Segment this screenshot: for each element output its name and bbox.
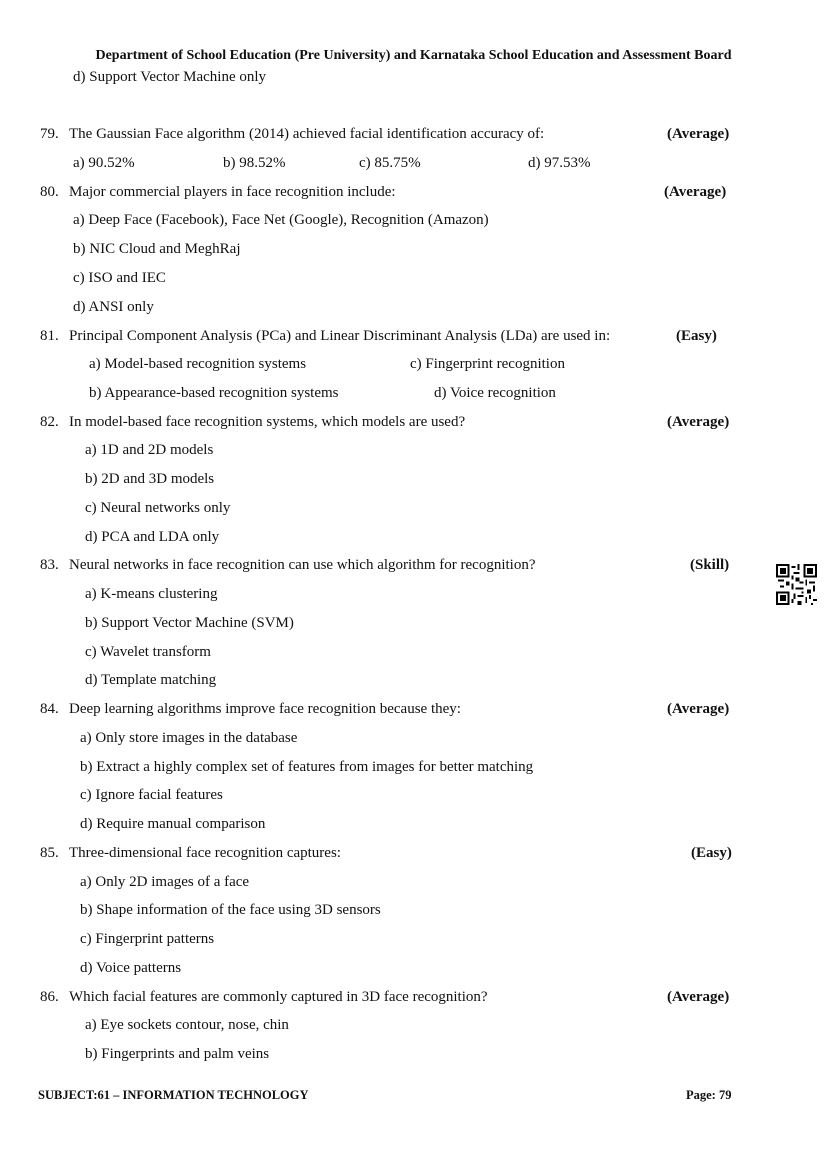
question-number: 83. — [40, 557, 59, 573]
question-number: 80. — [40, 184, 59, 200]
option: d) Require manual comparison — [80, 816, 266, 832]
option: b) Appearance-based recognition systems — [89, 385, 339, 401]
option: b) Shape information of the face using 3D sensors — [80, 902, 381, 918]
question-number: 81. — [40, 328, 59, 344]
option: b) Fingerprints and palm veins — [85, 1046, 270, 1062]
difficulty-label: (Average) — [667, 989, 730, 1005]
option: d) ANSI only — [73, 299, 154, 315]
option: c) Wavelet transform — [85, 644, 211, 660]
carryover-option: d) Support Vector Machine only — [73, 69, 267, 85]
option: d) Template matching — [85, 672, 217, 688]
option: b) 98.52% — [223, 155, 286, 171]
option: a) 90.52% — [73, 155, 135, 171]
page-header: Department of School Education (Pre University) and Karnataka School Education and Assessment Board — [95, 48, 732, 63]
option: b) Support Vector Machine (SVM) — [85, 615, 294, 631]
question-text: Which facial features are commonly captured in 3D face recognition? — [69, 989, 488, 1005]
footer-subject: SUBJECT:61 – INFORMATION TECHNOLOGY — [38, 1088, 309, 1102]
option: d) PCA and LDA only — [85, 529, 220, 545]
option: d) 97.53% — [528, 155, 591, 171]
question-text: Deep learning algorithms improve face recognition because they: — [69, 701, 461, 717]
difficulty-label: (Skill) — [690, 557, 730, 573]
option: a) Eye sockets contour, nose, chin — [85, 1017, 289, 1033]
difficulty-label: (Average) — [667, 701, 730, 717]
option: c) Fingerprint recognition — [410, 356, 565, 372]
option: c) Ignore facial features — [80, 787, 223, 803]
difficulty-label: (Easy) — [676, 328, 717, 344]
question-number: 84. — [40, 701, 59, 717]
question-text: Three-dimensional face recognition captures: — [69, 845, 341, 861]
option: a) Deep Face (Facebook), Face Net (Google), Recognition (Amazon) — [73, 212, 489, 228]
question-number: 82. — [40, 414, 59, 430]
option: a) K-means clustering — [85, 586, 218, 602]
option: a) Model-based recognition systems — [89, 356, 307, 372]
question-text: Major commercial players in face recognition include: — [69, 184, 396, 200]
option: b) NIC Cloud and MeghRaj — [73, 241, 241, 257]
difficulty-label: (Average) — [667, 126, 730, 142]
option: d) Voice recognition — [434, 385, 556, 401]
question-text: Principal Component Analysis (PCa) and Linear Discriminant Analysis (LDa) are used in: — [69, 328, 611, 344]
option: c) Neural networks only — [85, 500, 231, 516]
option: c) 85.75% — [359, 155, 421, 171]
option: a) Only store images in the database — [80, 730, 298, 746]
option: a) 1D and 2D models — [85, 442, 214, 458]
option: c) ISO and IEC — [73, 270, 166, 286]
question-number: 86. — [40, 989, 59, 1005]
question-text: Neural networks in face recognition can use which algorithm for recognition? — [69, 557, 536, 573]
option: b) 2D and 3D models — [85, 471, 215, 487]
option: d) Voice patterns — [80, 960, 182, 976]
page-number: Page: 79 — [686, 1088, 732, 1102]
question-number: 85. — [40, 845, 59, 861]
question-text: In model-based face recognition systems, which models are used? — [69, 414, 466, 430]
qr-code-icon — [776, 564, 817, 605]
difficulty-label: (Easy) — [691, 845, 732, 861]
option: a) Only 2D images of a face — [80, 874, 250, 890]
difficulty-label: (Average) — [667, 414, 730, 430]
question-text: The Gaussian Face algorithm (2014) achieved facial identification accuracy of: — [69, 126, 545, 142]
difficulty-label: (Average) — [664, 184, 727, 200]
option: c) Fingerprint patterns — [80, 931, 215, 947]
question-number: 79. — [40, 126, 59, 142]
option: b) Extract a highly complex set of features from images for better matching — [80, 759, 534, 775]
